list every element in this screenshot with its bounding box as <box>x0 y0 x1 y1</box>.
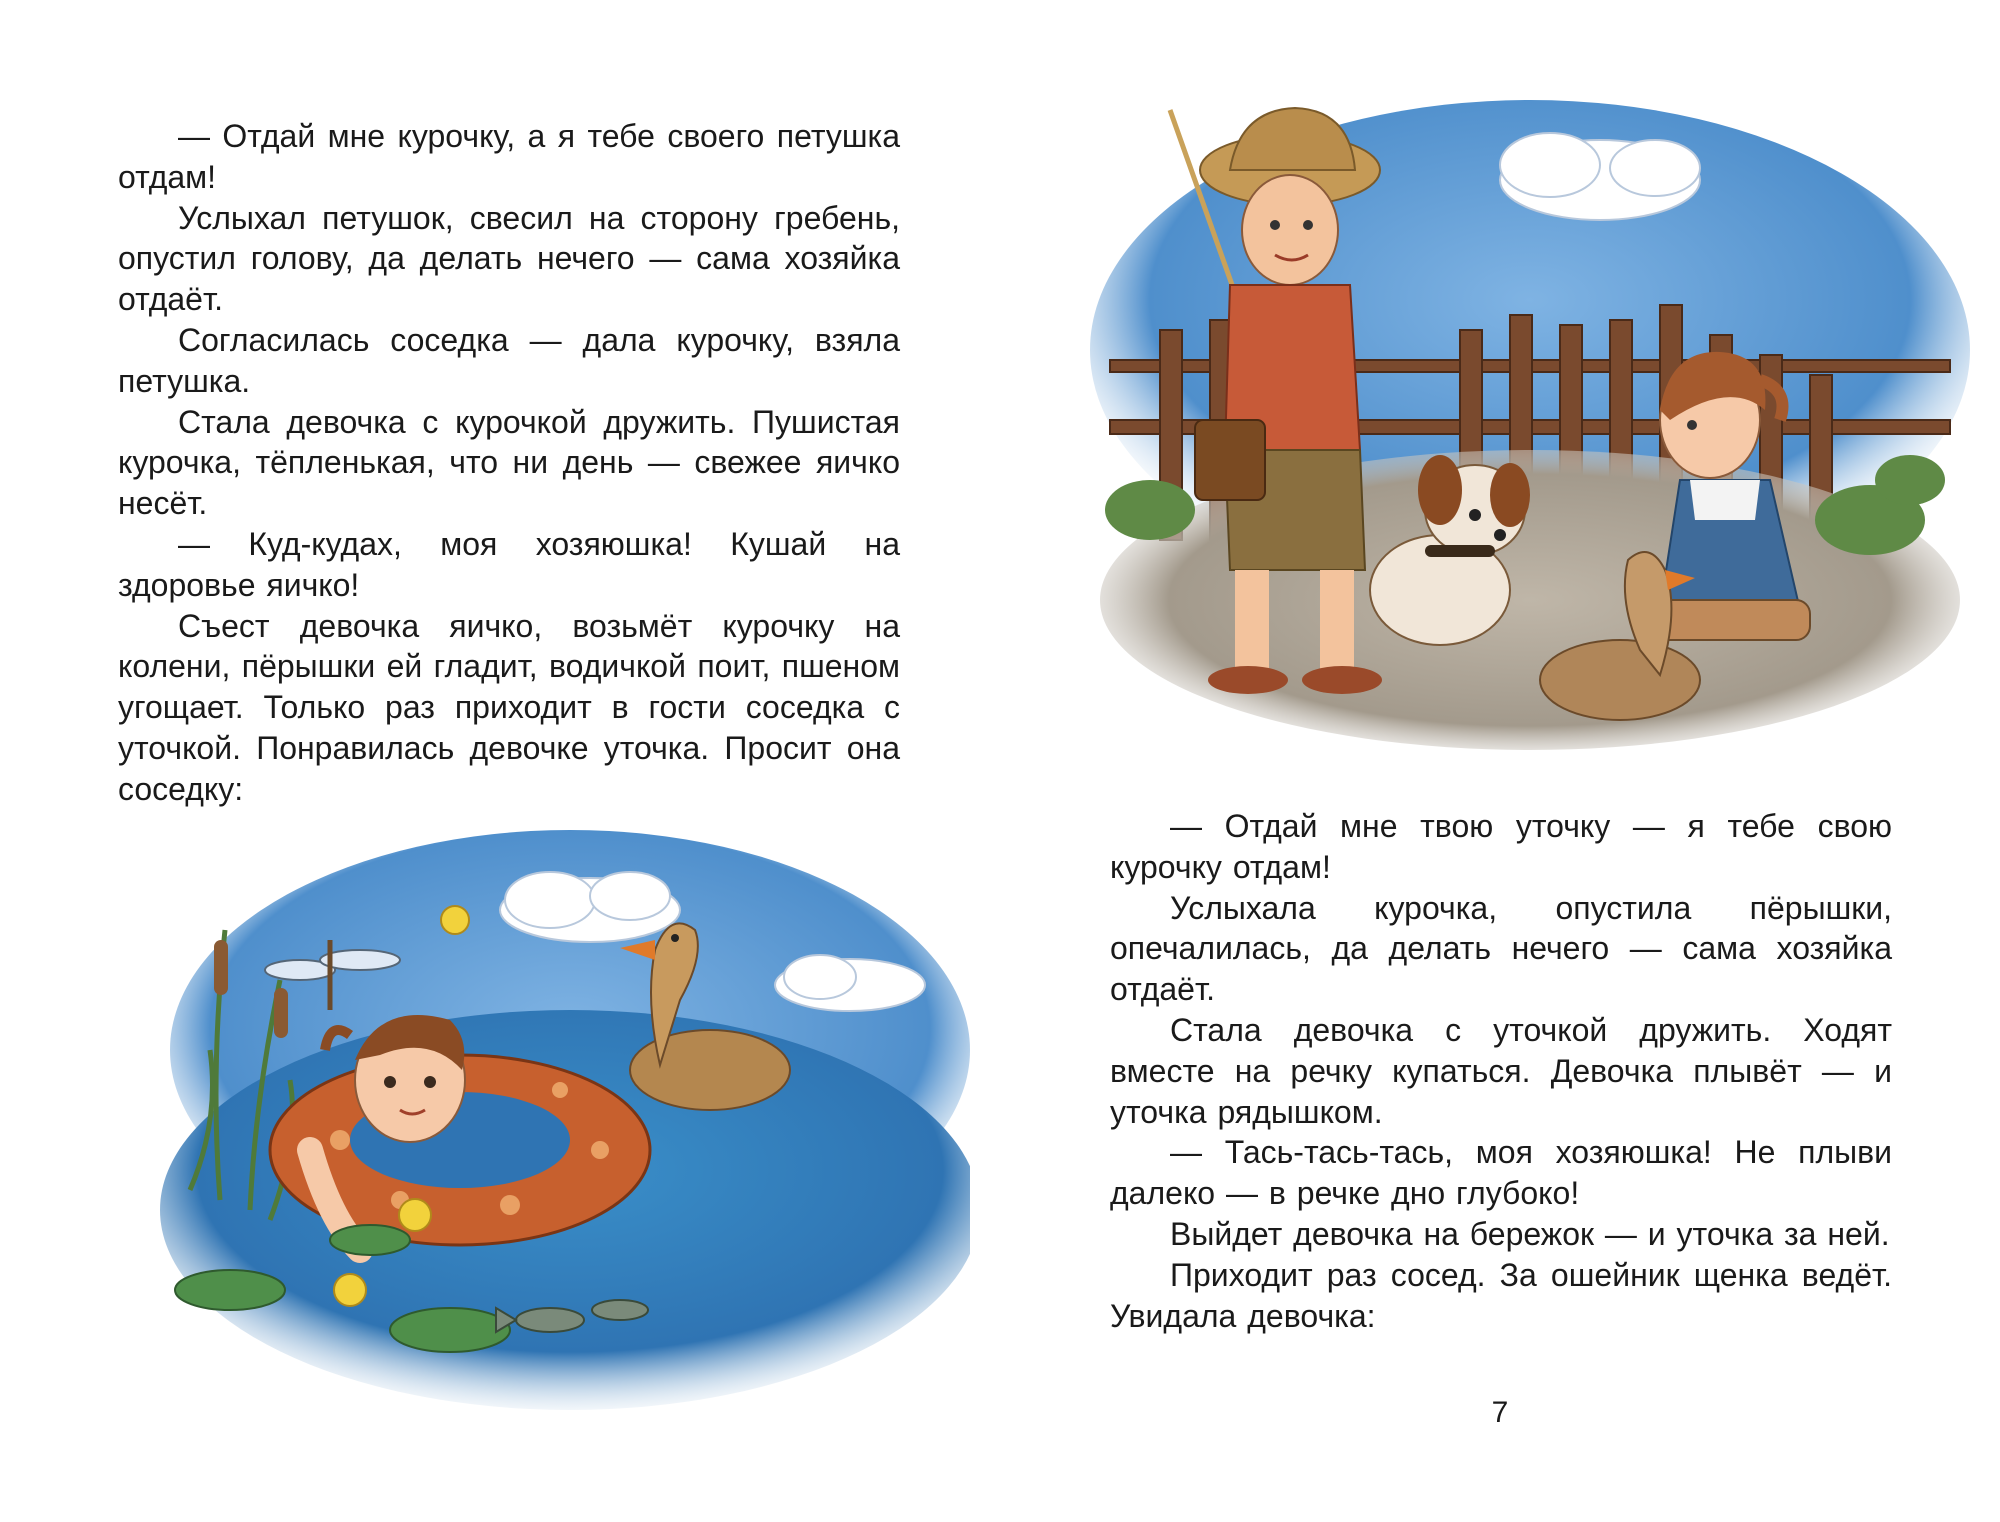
right-page-text <box>1110 806 1892 1336</box>
paragraph: — Отдай мне твою уточку — я тебе свою курочку отдам! <box>1110 808 1892 885</box>
illustration-boy-girl-dog-duck <box>1080 90 1980 770</box>
left-page-text <box>118 116 900 810</box>
paragraph: Услыхал петушок, свесил на сторону гребень, опустил голову, да делать нечего — сама хозяйка отдаёт. <box>118 199 900 318</box>
paragraph: — Тась-тась-тась, моя хозяюшка! Не плыви далеко — в речке дно глубоко! <box>1110 1134 1892 1212</box>
paragraph: Услыхала курочка, опустила пёрышки, опечалилась, да делать нечего — сама хозяйка отдаёт. <box>1110 889 1892 1008</box>
illustration-girl-swimming-with-duck <box>150 820 970 1440</box>
paragraph: Выйдет девочка на бережок — и уточка за ней. <box>1170 1215 1890 1252</box>
paragraph: Стала девочка с курочкой дружить. Пушистая курочка, тёпленькая, что ни день — свежее яичко несёт. <box>118 403 900 522</box>
paragraph: Стала девочка с уточкой дружить. Ходят вместе на речку купаться. Девочка плывёт — и уточка рядышком. <box>1110 1011 1892 1130</box>
paragraph: Съест девочка яичко, возьмёт курочку на колени, пёрышки ей гладит, водичкой поит, пшеном угощает. Только раз приходит в гости соседка с уточкой. Понравилась девочке уточка. Просит она соседку: <box>118 607 900 807</box>
paragraph: Приходит раз сосед. За ошейник щенка ведёт. Увидала девочка: <box>1110 1256 1892 1334</box>
right-page <box>1000 0 2000 1522</box>
page-number: 7 <box>1491 1396 1509 1429</box>
paragraph: — Куд-кудах, моя хозяюшка! Кушай на здоровье яичко! <box>118 525 900 603</box>
paragraph: Согласилась соседка — дала курочку, взяла петушка. <box>118 321 900 399</box>
paragraph: — Отдай мне курочку, а я тебе своего петушка отдам! <box>118 118 900 195</box>
